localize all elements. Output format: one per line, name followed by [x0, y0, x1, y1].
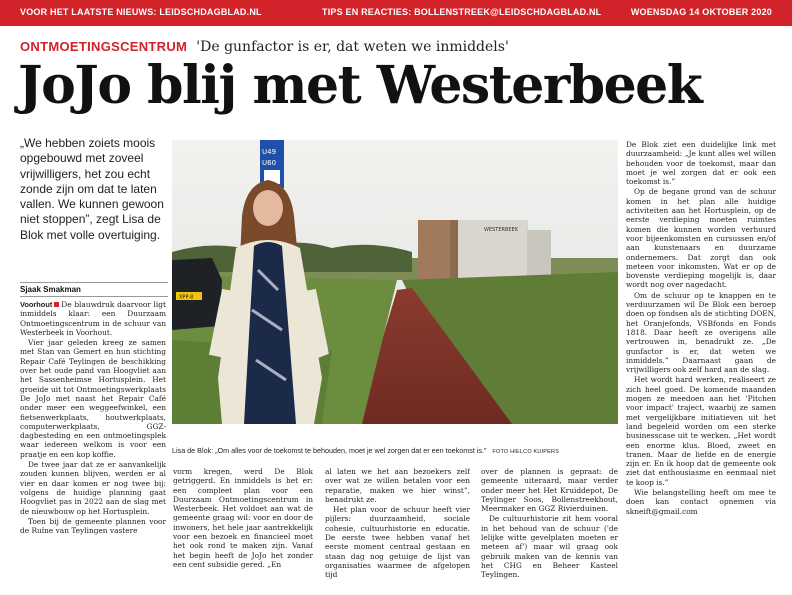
topbar-contact[interactable]: TIPS EN REACTIES: BOLLENSTREEK@LEIDSCHDAGBLAD.NL	[322, 7, 602, 17]
dateline-square-icon	[54, 302, 59, 307]
license-plate: XPP-8	[179, 294, 194, 301]
article-column-4	[481, 467, 618, 592]
paragraph: Het plan voor de schuur heeft vier pijlers: duurzaamheid, sociale cohesie, cultuurhistorie en educatie. De eerste twee hebben vanaf het eerste moment centraal gestaan en staan dag nog getuige de lijst van organisaties waarmee de afgelopen tijd	[325, 505, 470, 580]
topbar-date: WOENSDAG 14 OKTOBER 2020	[630, 7, 772, 17]
caption-text: Lisa de Blok: „Om alles voor de toekomst te behouden, moet je wel zorgen dat er een toekomst is.”	[172, 446, 487, 455]
paragraph: vorm kregen, werd De Blok getriggerd. En inmiddels is het er: een compleet plan voor een Duurzaam Ontmoetingscentrum in Westerbeek. Het voldoet aan wat de gemeente graag wil: voor en door de inwoners, het hele jaar aantrekkelijk voor een bezoek en financieel moet het ook rond te maken zijn. Vanaf het begin heeft de JoJo het zonder een cent subsidie gered. „En	[173, 467, 313, 569]
intro-quote: „We hebben zoiets moois opgebouwd met zoveel vrijwilligers, het zou echt zonde zijn om dat te laten vallen. We kunnen gewoon niet stoppen”, zegt Lisa de Blok met volle overtuiging.	[20, 136, 164, 242]
paragraph: De blauwdruk daarvoor ligt inmiddels klaar: een Duurzaam Ontmoetingscentrum in de schuur van Westerbeek in Voorhout.	[20, 300, 166, 337]
paragraph: De twee jaar dat ze er aanvankelijk zouden kunnen blijven, werden er al vier en daar komen er nog twee bij: volgens de huidige planning gaat Hoogvliet pas in 2022 aan de slag met de nieuwbouw op het Hortusplein.	[20, 460, 166, 516]
paragraph: Op de begane grond van de schuur komen in het plan alle huidige activiteiten aan het Hortusplein, op de eerste verdieping moeten ruimtes komen die kunnen worden verhuurd voor bijeenkomsten en cursussen en/of aan kunstenaars en duurzame ondernemers. Dat zorgt dan ook meteen voor inkomsten. Wat er op de bovenste verdieping mogelijk is, daar wordt nog over nagedacht.	[626, 187, 776, 290]
sign-bottom-text: U60	[262, 159, 277, 167]
dateline: Voorhout	[20, 300, 53, 309]
article-column-2	[173, 467, 313, 592]
article-column-1	[20, 300, 166, 592]
top-bar	[0, 0, 792, 26]
paragraph: Vier jaar geleden kreeg ze samen met Stan van Gemert en hun stichting Repair Café Teylingen de beschikking over het oude pand van Hoogvliet aan het Sassenheimse Hortusplein. Het groeide uit tot Ontmoetingswerkplaats De JoJo met naast het Repair Café onder meer een weggeefwinkel, een fietsenwerkplaats, houtwerkplaats, computerwerkplaats, GGZ-dagbesteding en een ontmoetingsplek waar iedereen welkom is voor een praatje en een kop koffie.	[20, 338, 166, 459]
paragraph: al laten we het aan bezoekers zelf over wat ze willen betalen voor een reparatie, maken we hier winst”, benadrukt ze.	[325, 467, 470, 504]
paragraph: Wie belangstelling heeft om mee te doen kan contact opnemen via skneift@gmail.com	[626, 487, 776, 516]
building-label: WESTERBEEK	[484, 227, 518, 233]
article-photo[interactable]	[172, 140, 618, 424]
article-column-3	[325, 467, 470, 592]
paragraph: De cultuurhistorie zit hem vooral in het behoud van de schuur ('de lelijke witte gevelplaten moeten er meteen af') maar wil graag ook gebruik maken van de kennis van het CHG en Beheer Kasteel Teylingen.	[481, 514, 618, 580]
headline: JoJo blij met Westerbeek	[18, 55, 702, 116]
paragraph: Toen bij de gemeente plannen voor de Ruïne van Teylingen vastere	[20, 516, 166, 536]
paragraph: over de plannen is gepraat: de gemeente uiteraard, maar verder onder meer het Het Kruiddepot, De Teylinger Soos, Bollenstreekhout, Meermaker en GGZ Rivierduinen.	[481, 467, 618, 514]
byline: Sjaak Smakman	[20, 282, 168, 297]
paragraph: Om de schuur op te knappen en te verduurzamen wil De Blok een beroep doen op fondsen als de stichting DOEN, het Oranjefonds, VSBfonds en Fonds 1818. Daar heeft ze overigens alle vertrouwen in, benadrukt ze. „De gunfactor is er, dat weten we inmiddels.” Daarnaast gaan de vrijwilligers ook zelf hard aan de slag.	[626, 290, 776, 375]
section-label: ONTMOETINGSCENTRUM	[20, 39, 188, 54]
paragraph: De Blok ziet een duidelijke link met duurzaamheid: „Je kunt alles wel willen behouden voor de toekomst, maar dan moet je wel zorgen dat er ook een toekomst is.”	[626, 140, 776, 187]
paragraph: Het wordt hard werken, realiseert ze zich heel goed. De komende maanden mogen ze meedoen aan het 'Pitchen voor impact' traject, waarbij ze samen met vergelijkbare initiatieven uit het land begeleid worden om een sterke businesscase uit te werken. „Het wordt een enorme klus. Bloed, zweet en tranen. Maar de liefde en de energie zijn er. En ik hoop dat de gemeente ook ziet dat enthousiasme en eenmaal niet te koop is.”	[626, 375, 776, 487]
topbar-website[interactable]: VOOR HET LAATSTE NIEUWS: LEIDSCHDAGBLAD.NL	[20, 7, 262, 17]
photo-caption	[172, 446, 618, 455]
photo-credit: FOTO HIELCO KUIPERS	[492, 449, 560, 455]
article-column-5	[626, 140, 776, 592]
kicker-quote: 'De gunfactor is er, dat weten we inmiddels'	[196, 39, 509, 55]
parked-car	[172, 258, 222, 330]
kicker	[20, 36, 509, 55]
photo-scene	[172, 140, 618, 424]
sign-top-text: U49	[262, 148, 277, 156]
